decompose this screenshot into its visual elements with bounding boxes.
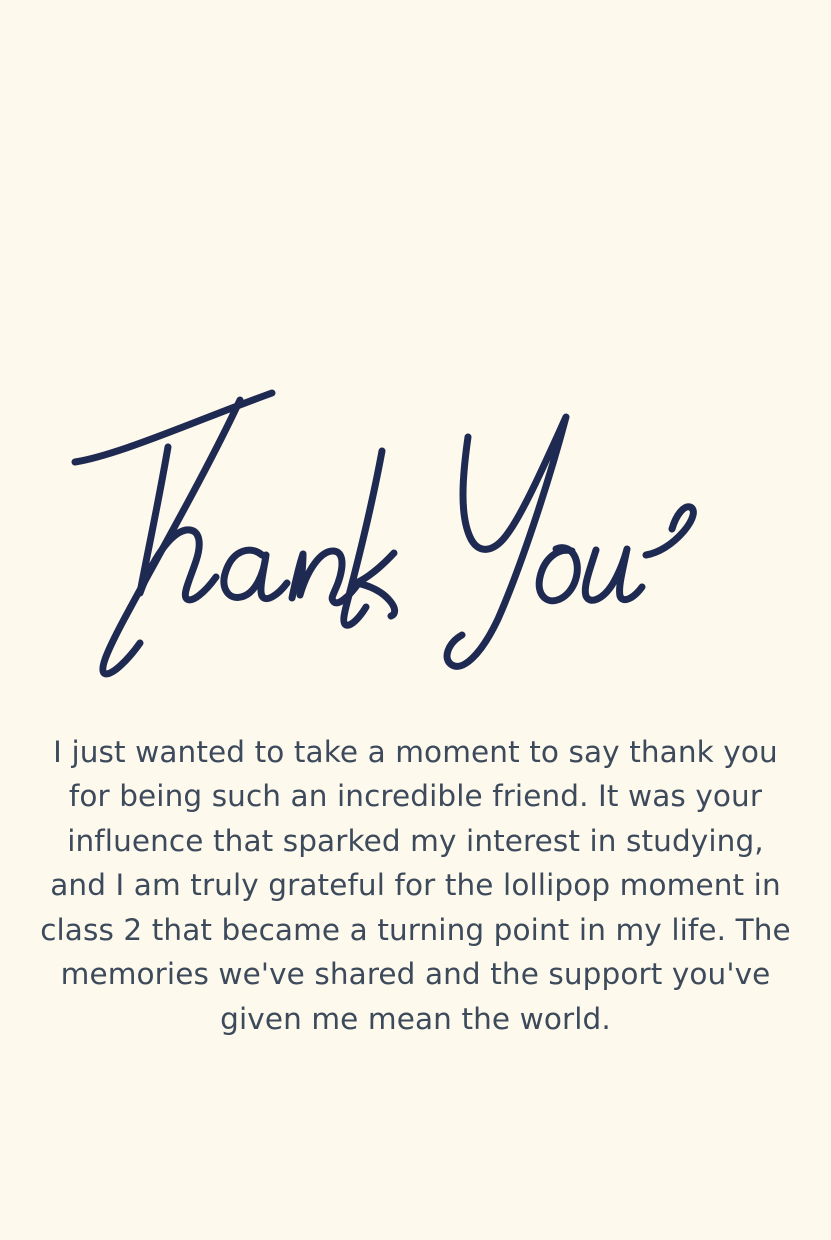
thank-you-message: I just wanted to take a moment to say thank you for being such an incredible friend. It was your influence that sparked my interest in studying, and I am truly grateful for the lollipop moment in class 2 that became a turning point in my life. The memories we've shared and the support you've given me mean the world. — [40, 734, 791, 1037]
headline-thank-you — [0, 355, 831, 695]
